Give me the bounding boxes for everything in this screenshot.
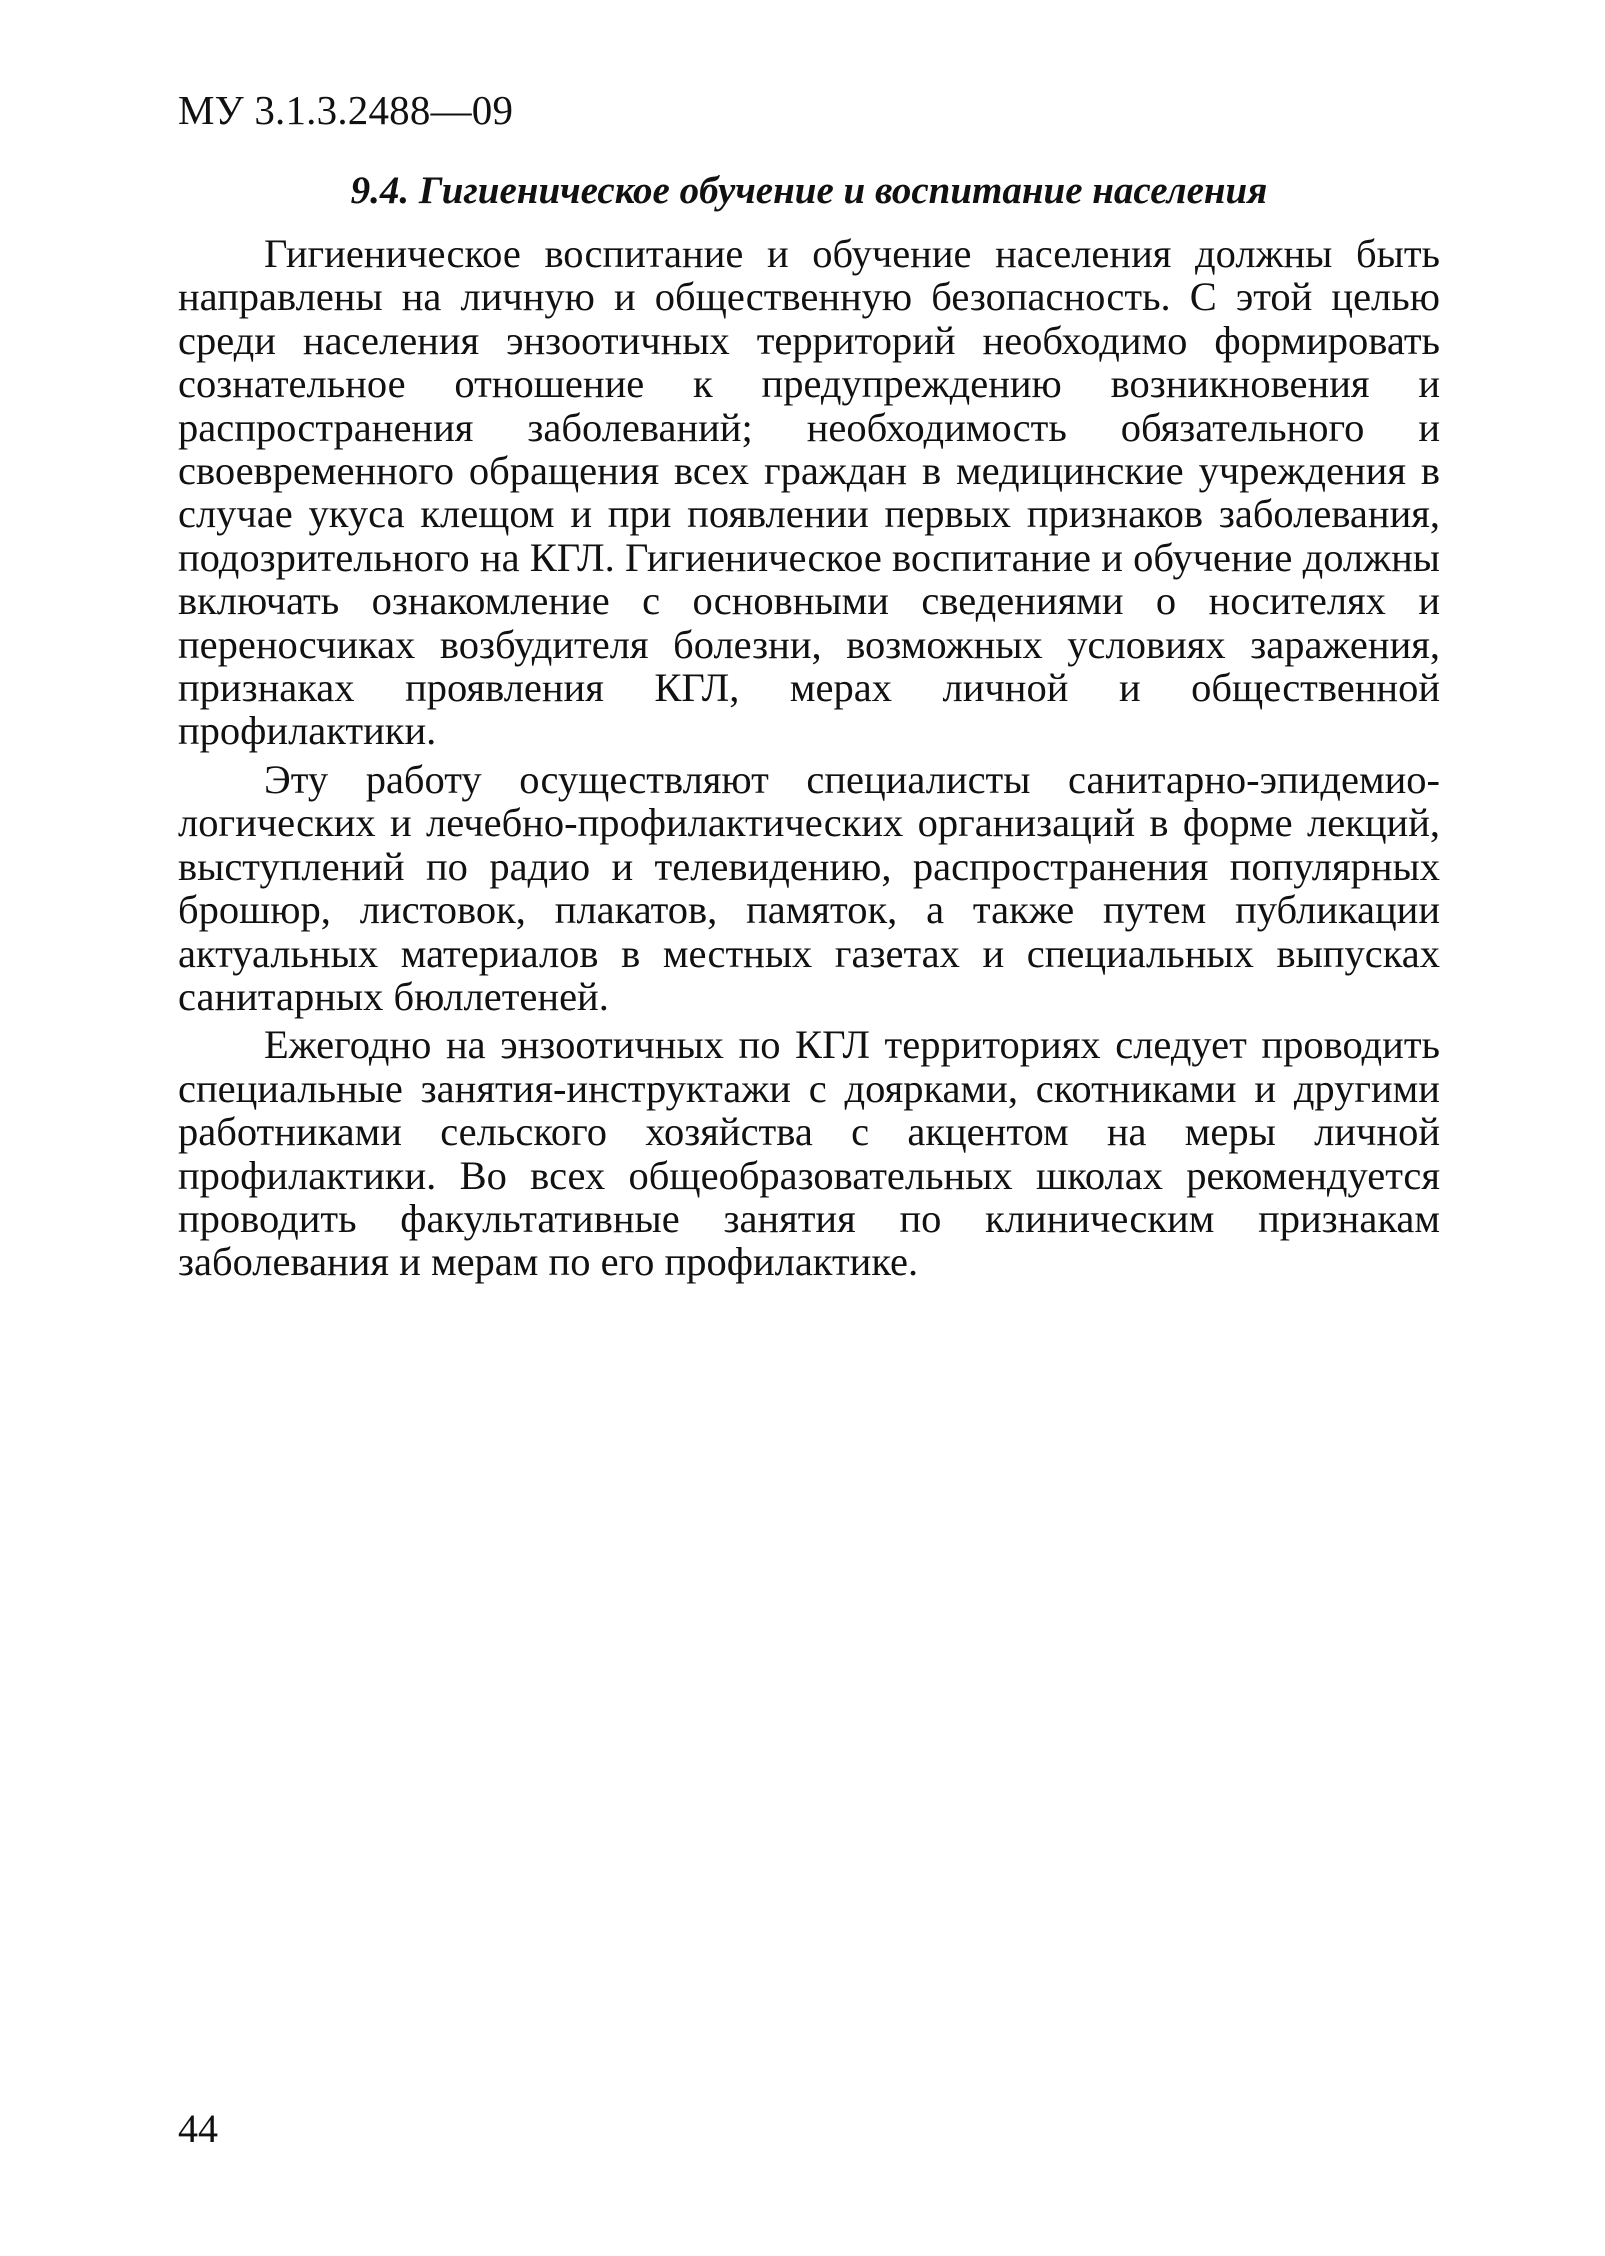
paragraph-3: Ежегодно на энзоотичных по КГЛ территориях следует проводить специальные занятия-инструктажи с доярками, скотниками и другими работниками сельского хозяйства с акцентом на меры личной профилактики. Во всех общеобразовательных школах рекомендуется проводить факультативные занятия по клиническим признакам заболевания и мерам по его профилактике. [178, 1022, 1440, 1285]
page-number: 44 [178, 2106, 218, 2151]
paragraph-1: Гигиеническое воспитание и обучение населения должны быть направлены на личную и общественную безопасность. С этой целью среди населения энзоотичных территорий необходимо формировать сознательное отношение к предупреждению возникновения и распространения заболеваний; необходимость обязательного и своевременного обращения всех граждан в медицинские учреждения в случае укуса клещом и при появлении первых признаков заболевания, подозрительного на КГЛ. Гигиеническое воспитание и обучение должны включать ознакомление с основными сведениями о носителях и переносчиках возбудителя болезни, возможных условиях заражения, признаках проявления КГЛ, мерах личной и общественной профилактики. [178, 231, 1440, 754]
section-body [178, 232, 1440, 1289]
paragraph-2: Эту работу осуществляют специалисты санитарно-эпидемиологических и лечебно-профилактических организаций в форме лекций, выступлений по радио и телевидению, распространения популярных брошюр, листовок, плакатов, памяток, а также путем публикации актуальных материалов в местных газетах и специальных выпусках санитарных бюллетеней. [178, 756, 1440, 1019]
section-title: 9.4. Гигиеническое обучение и воспитание населения [350, 169, 1268, 212]
document-code-header: МУ 3.1.3.2488—09 [178, 87, 514, 133]
